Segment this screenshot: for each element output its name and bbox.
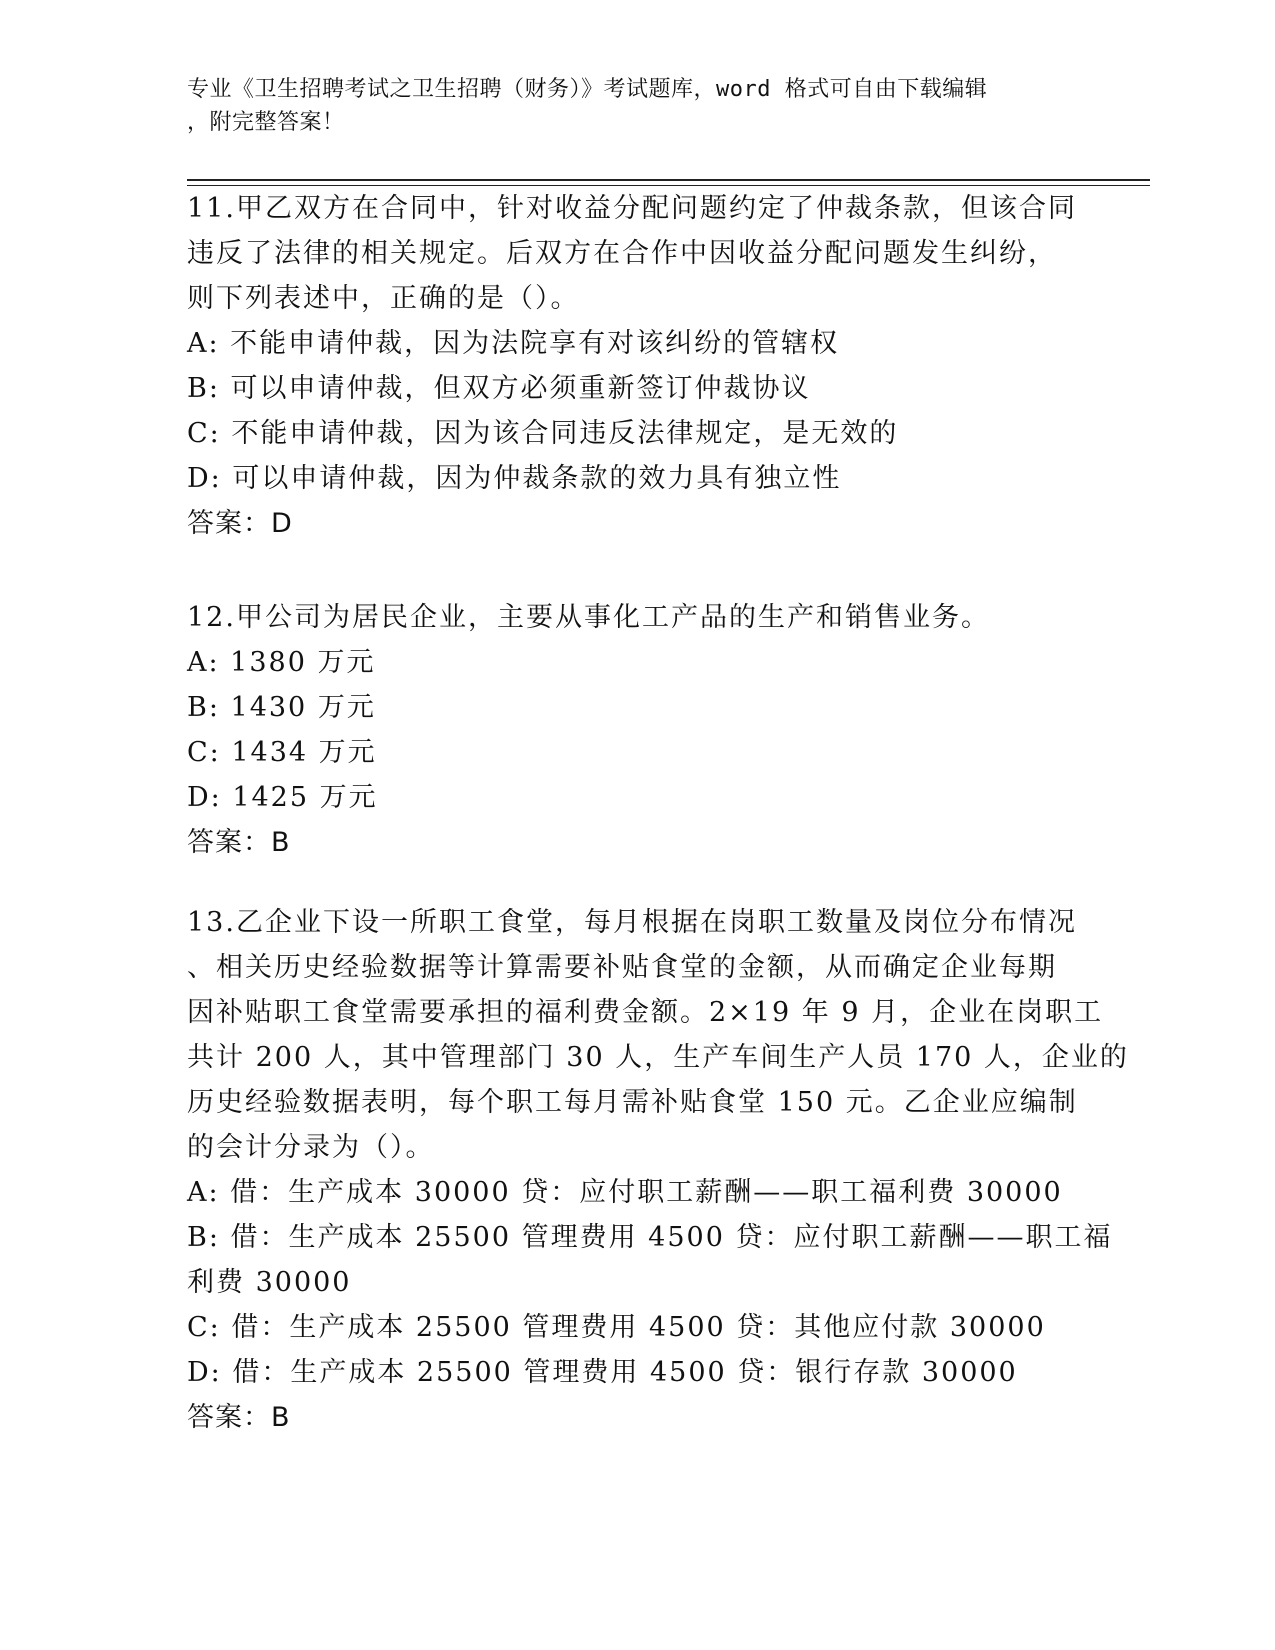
question-13 [187, 900, 1129, 1440]
header-line-1: 专业《卫生招聘考试之卫生招聘（财务）》考试题库，word 格式可自由下载编辑 [187, 77, 988, 102]
option-d: D: 1425 万元 [187, 782, 378, 813]
option-c: C: 1434 万元 [187, 737, 377, 768]
question-stem-line: 违反了法律的相关规定。后双方在合作中因收益分配问题发生纠纷， [187, 238, 1057, 269]
question-stem-line: 11.甲乙双方在合同中，针对收益分配问题约定了仲裁条款，但该合同 [187, 193, 1077, 224]
question-stem-line: 12.甲公司为居民企业，主要从事化工产品的生产和销售业务。 [187, 602, 990, 633]
option-a: A: 不能申请仲裁，因为法院享有对该纠纷的管辖权 [187, 328, 840, 359]
question-stem-line: 共计 200 人，其中管理部门 30 人，生产车间生产人员 170 人，企业的 [187, 1042, 1129, 1073]
question-stem-line: 历史经验数据表明，每个职工每月需补贴食堂 150 元。乙企业应编制 [187, 1087, 1078, 1118]
answer-label: 答案：B [187, 827, 291, 858]
option-b: B: 可以申请仲裁，但双方必须重新签订仲裁协议 [187, 373, 811, 404]
option-b: B: 1430 万元 [187, 692, 376, 723]
option-d: D: 可以申请仲裁，因为仲裁条款的效力具有独立性 [187, 463, 842, 494]
option-a: A: 1380 万元 [187, 647, 376, 678]
option-a: A: 借：生产成本 30000 贷：应付职工薪酬——职工福利费 30000 [187, 1177, 1063, 1208]
header-line-2: ，附完整答案！ [187, 110, 345, 135]
option-b-continued: 利费 30000 [187, 1267, 352, 1298]
option-d: D: 借：生产成本 25500 管理费用 4500 贷：银行存款 30000 [187, 1357, 1018, 1388]
question-stem-line: 因补贴职工食堂需要承担的福利费金额。2×19 年 9 月，企业在岗职工 [187, 997, 1104, 1028]
option-c: C: 借：生产成本 25500 管理费用 4500 贷：其他应付款 30000 [187, 1312, 1046, 1343]
answer-label: 答案：D [187, 508, 293, 539]
question-12 [187, 595, 1087, 865]
question-stem-line: 、相关历史经验数据等计算需要补贴食堂的金额，从而确定企业每期 [187, 952, 1057, 983]
header-divider [187, 179, 1150, 186]
option-b: B: 借：生产成本 25500 管理费用 4500 贷：应付职工薪酬——职工福 [187, 1222, 1113, 1253]
answer-label: 答案：B [187, 1402, 291, 1433]
question-stem-line: 的会计分录为（）。 [187, 1132, 435, 1163]
option-c: C: 不能申请仲裁，因为该合同违反法律规定，是无效的 [187, 418, 899, 449]
question-stem-line: 则下列表述中，正确的是（）。 [187, 283, 580, 314]
document-header [187, 73, 1087, 139]
question-stem-line: 13.乙企业下设一所职工食堂，每月根据在岗职工数量及岗位分布情况 [187, 907, 1077, 938]
question-11 [187, 186, 1087, 546]
